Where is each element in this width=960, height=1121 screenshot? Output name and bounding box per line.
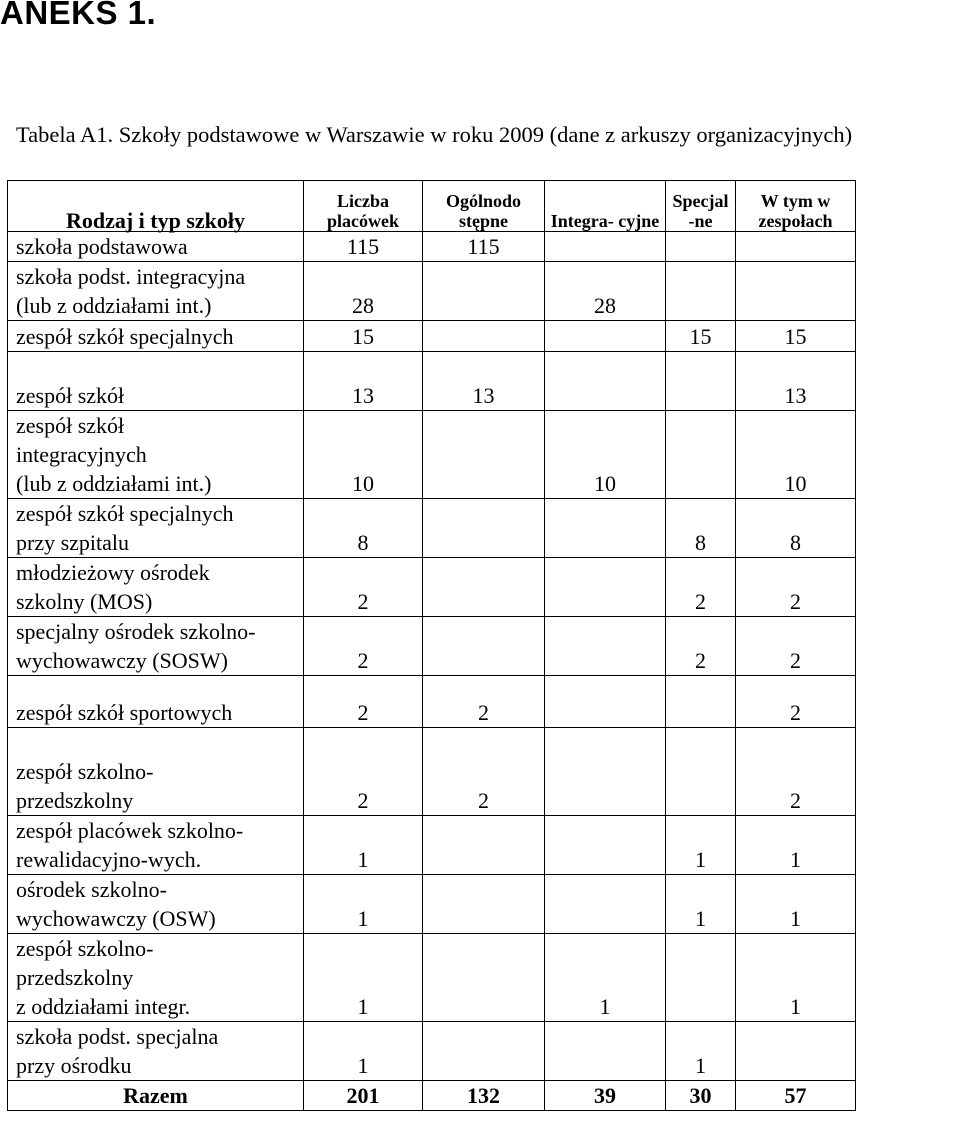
value-cell: 8 — [666, 499, 736, 558]
value-cell: 13 — [304, 352, 423, 411]
value-cell: 2 — [736, 617, 856, 676]
value-cell: 2 — [736, 676, 856, 728]
value-cell — [423, 411, 545, 499]
value-cell: 10 — [304, 411, 423, 499]
school-type-cell: szkoła podst. integracyjna (lub z oddziałami int.) — [8, 262, 304, 321]
value-cell — [545, 499, 666, 558]
value-cell — [666, 352, 736, 411]
value-cell — [423, 558, 545, 617]
value-cell — [545, 352, 666, 411]
value-cell: 8 — [304, 499, 423, 558]
school-type-cell: zespół szkół specjalnych przy szpitalu — [8, 499, 304, 558]
value-cell — [666, 728, 736, 816]
school-type-cell: zespół szkół — [8, 352, 304, 411]
value-cell: 115 — [423, 232, 545, 262]
value-cell: 13 — [423, 352, 545, 411]
table-row — [8, 934, 856, 1022]
value-cell: 115 — [304, 232, 423, 262]
column-header: Rodzaj i typ szkoły — [8, 181, 304, 232]
schools-table — [7, 180, 856, 1111]
table-row — [8, 875, 856, 934]
value-cell — [545, 816, 666, 875]
total-value: 30 — [666, 1081, 736, 1111]
table-row — [8, 232, 856, 262]
value-cell: 1 — [666, 1022, 736, 1081]
value-cell: 10 — [736, 411, 856, 499]
value-cell: 1 — [666, 875, 736, 934]
value-cell: 1 — [666, 816, 736, 875]
value-cell: 10 — [545, 411, 666, 499]
value-cell: 28 — [304, 262, 423, 321]
value-cell — [545, 321, 666, 352]
total-value: 57 — [736, 1081, 856, 1111]
value-cell: 1 — [304, 875, 423, 934]
total-value: 201 — [304, 1081, 423, 1111]
total-label: Razem — [8, 1081, 304, 1111]
value-cell — [736, 1022, 856, 1081]
table-row — [8, 558, 856, 617]
table-row — [8, 411, 856, 499]
school-type-cell: szkoła podstawowa — [8, 232, 304, 262]
value-cell: 2 — [423, 728, 545, 816]
table-caption: Tabela A1. Szkoły podstawowe w Warszawie w roku 2009 (dane z arkuszy organizacyjnych) — [16, 122, 853, 147]
value-cell: 2 — [304, 728, 423, 816]
column-header: Liczba placówek — [304, 181, 423, 232]
value-cell: 2 — [423, 676, 545, 728]
school-type-cell: specjalny ośrodek szkolno- wychowawczy (SOSW) — [8, 617, 304, 676]
value-cell: 15 — [736, 321, 856, 352]
value-cell: 2 — [736, 728, 856, 816]
school-type-cell: zespół szkół specjalnych — [8, 321, 304, 352]
school-type-cell: zespół placówek szkolno- rewalidacyjno-wych. — [8, 816, 304, 875]
table-row — [8, 321, 856, 352]
value-cell: 15 — [304, 321, 423, 352]
school-type-cell: szkoła podst. specjalna przy ośrodku — [8, 1022, 304, 1081]
value-cell: 2 — [304, 617, 423, 676]
column-header: Ogólnodo stępne — [423, 181, 545, 232]
value-cell — [545, 676, 666, 728]
school-type-cell: zespół szkolno- przedszkolny z oddziałami integr. — [8, 934, 304, 1022]
school-type-cell: zespół szkolno- przedszkolny — [8, 728, 304, 816]
value-cell — [666, 934, 736, 1022]
value-cell — [545, 617, 666, 676]
total-value: 132 — [423, 1081, 545, 1111]
value-cell: 28 — [545, 262, 666, 321]
value-cell: 1 — [304, 934, 423, 1022]
value-cell — [666, 676, 736, 728]
table-row — [8, 676, 856, 728]
school-type-cell: ośrodek szkolno- wychowawczy (OSW) — [8, 875, 304, 934]
value-cell — [666, 232, 736, 262]
value-cell — [545, 558, 666, 617]
school-type-cell: zespół szkół integracyjnych (lub z oddziałami int.) — [8, 411, 304, 499]
value-cell: 1 — [736, 816, 856, 875]
value-cell — [736, 232, 856, 262]
value-cell — [736, 262, 856, 321]
column-header: W tym w zespołach — [736, 181, 856, 232]
column-header: Specjal -ne — [666, 181, 736, 232]
value-cell — [423, 321, 545, 352]
value-cell: 1 — [545, 934, 666, 1022]
table-row — [8, 728, 856, 816]
school-type-cell: młodzieżowy ośrodek szkolny (MOS) — [8, 558, 304, 617]
value-cell: 2 — [736, 558, 856, 617]
value-cell: 1 — [304, 816, 423, 875]
value-cell: 8 — [736, 499, 856, 558]
table-row — [8, 262, 856, 321]
value-cell — [666, 411, 736, 499]
value-cell — [545, 728, 666, 816]
value-cell: 2 — [666, 558, 736, 617]
value-cell — [545, 232, 666, 262]
value-cell — [423, 617, 545, 676]
column-header: Integra- cyjne — [545, 181, 666, 232]
value-cell: 1 — [304, 1022, 423, 1081]
value-cell — [423, 934, 545, 1022]
table-row — [8, 816, 856, 875]
annex-heading: ANEKS 1. — [0, 0, 157, 31]
value-cell: 2 — [666, 617, 736, 676]
value-cell — [423, 262, 545, 321]
value-cell — [423, 875, 545, 934]
table-body — [8, 181, 856, 1111]
total-row — [8, 1081, 856, 1111]
value-cell: 13 — [736, 352, 856, 411]
table-row — [8, 352, 856, 411]
value-cell: 15 — [666, 321, 736, 352]
value-cell: 2 — [304, 676, 423, 728]
value-cell — [545, 875, 666, 934]
table-row — [8, 1022, 856, 1081]
table-row — [8, 617, 856, 676]
value-cell — [423, 1022, 545, 1081]
value-cell: 2 — [304, 558, 423, 617]
value-cell — [423, 499, 545, 558]
value-cell — [423, 816, 545, 875]
table-row — [8, 499, 856, 558]
total-value: 39 — [545, 1081, 666, 1111]
value-cell: 1 — [736, 934, 856, 1022]
value-cell — [545, 1022, 666, 1081]
school-type-cell: zespół szkół sportowych — [8, 676, 304, 728]
table-header-row — [8, 181, 856, 232]
value-cell: 1 — [736, 875, 856, 934]
value-cell — [666, 262, 736, 321]
